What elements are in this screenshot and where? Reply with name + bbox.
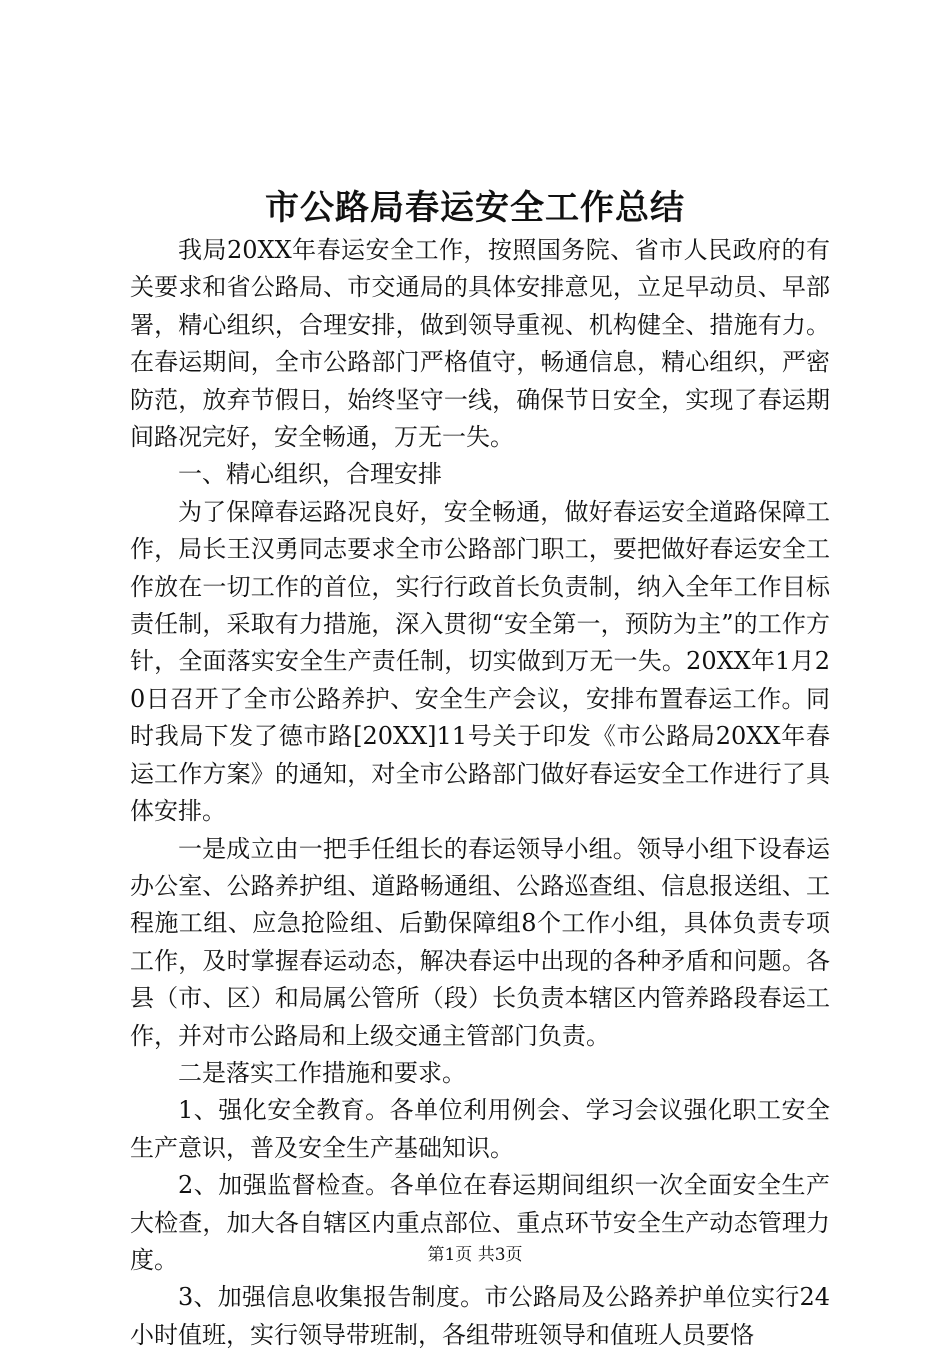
paragraph-leadership-group: 一是成立由一把手任组长的春运领导小组。领导小组下设春运办公室、公路养护组、道路畅通组、公路巡查组、信息报送组、工程施工组、应急抢险组、后勤保障组8个工作小组，具体负责专项工作，及时掌握春运动态，解决春运中出现的各种矛盾和问题。各县（市、区）和局属公管所（段）长负责本辖区内管养路段春运工作，并对市公路局和上级交通主管部门负责。: [130, 834, 830, 1050]
section-heading-1: 一、精心组织，合理安排: [178, 460, 442, 489]
paragraph-item-3: 3、加强信息收集报告制度。市公路局及公路养护单位实行24小时值班，实行领导带班制，各组带班领导和值班人员要恪: [130, 1283, 830, 1349]
paragraph-intro: 我局20XX年春运安全工作，按照国务院、省市人民政府的有关要求和省公路局、市交通局的具体安排意见，立足早动员、早部署，精心组织，合理安排，做到领导重视、机构健全、措施有力。在春运期间，全市公路部门严格值守，畅通信息，精心组织，严密防范，放弃节假日，始终坚守一线，确保节日安全，实现了春运期间路况完好，安全畅通，万无一失。: [130, 236, 830, 452]
document-title: 市公路局春运安全工作总结: [265, 188, 685, 228]
document-body: [130, 232, 830, 1354]
paragraph-item-2: 2、加强监督检查。各单位在春运期间组织一次全面安全生产大检查，加大各自辖区内重点部位、重点环节安全生产动态管理力度。: [130, 1171, 830, 1274]
paragraph-measures-heading: 二是落实工作措施和要求。: [178, 1058, 466, 1087]
paragraph-item-1: 1、强化安全教育。各单位利用例会、学习会议强化职工安全生产意识，普及安全生产基础知识。: [130, 1096, 830, 1162]
paragraph-section-1: 为了保障春运路况良好，安全畅通，做好春运安全道路保障工作，局长王汉勇同志要求全市公路部门职工，要把做好春运安全工作放在一切工作的首位，实行行政首长负责制，纳入全年工作目标责任制，采取有力措施，深入贯彻“安全第一，预防为主”的工作方针，全面落实安全生产责任制，切实做到万无一失。20XX年1月20日召开了全市公路养护、安全生产会议，安排布置春运工作。同时我局下发了德市路[20XX]11号关于印发《市公路局20XX年春运工作方案》的通知，对全市公路部门做好春运安全工作进行了具体安排。: [130, 497, 830, 826]
page-footer: 第1页 共3页: [427, 1245, 523, 1265]
